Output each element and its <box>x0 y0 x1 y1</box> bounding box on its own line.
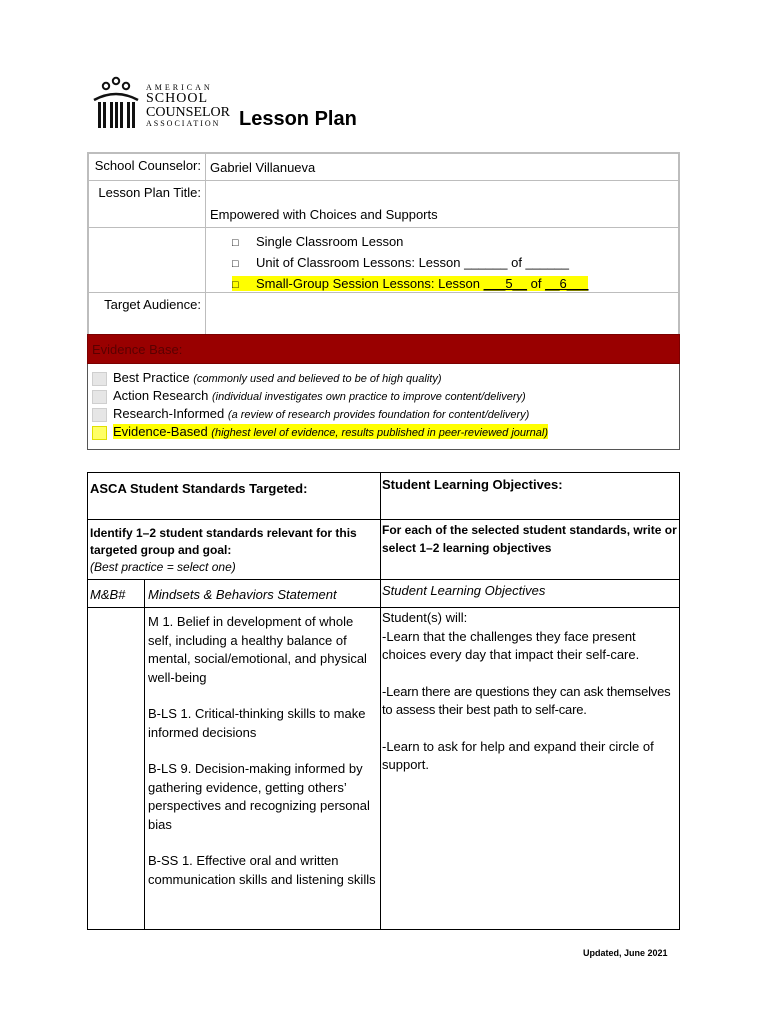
objectives-instructions: For each of the selected student standards, write or select 1–2 learning objectives <box>382 523 677 555</box>
lesson-total: __6___ <box>545 276 589 291</box>
checkbox-icon[interactable] <box>92 408 107 422</box>
mb-statements <box>148 613 378 889</box>
evidence-evidence-based[interactable]: Evidence-Based (highest level of evidence, results published in peer-reviewed journal) <box>88 424 679 442</box>
evidence-action-research[interactable]: Action Research (individual investigates own practice to improve content/delivery) <box>88 388 679 406</box>
audience-row <box>89 293 678 337</box>
objectives-intro: Student(s) will: <box>382 610 468 625</box>
objectives-header: Student Learning Objectives: <box>382 477 563 492</box>
statement-item: M 1. Belief in development of whole self, including a healthy balance of mental, social/emotional, and physical well-being <box>148 614 367 685</box>
footer-updated: Updated, June 2021 <box>583 948 668 958</box>
plan-title-row <box>89 181 678 228</box>
option-small-group[interactable]: □ Small-Group Session Lessons: Lesson ___5__ of __6___ <box>232 274 678 295</box>
col-mb-number: M&B# <box>90 587 126 602</box>
statement-item: B-LS 9. Decision-making informed by gathering evidence, getting others’ perspectives and recognizing personal bias <box>148 761 370 832</box>
counselor-row <box>89 154 678 181</box>
objective-item: -Learn to ask for help and expand their circle of support. <box>382 738 654 772</box>
statement-item: B-LS 1. Critical-thinking skills to make informed decisions <box>148 706 366 740</box>
checkbox-icon: □ <box>232 237 239 249</box>
checkbox-icon[interactable] <box>92 372 107 386</box>
option-unit-lessons[interactable]: □ Unit of Classroom Lessons: Lesson ______ of ______ <box>232 253 678 274</box>
audience-value <box>206 293 678 337</box>
counselor-value: Gabriel Villanueva <box>210 160 316 175</box>
plan-title-value: Empowered with Choices and Supports <box>210 207 438 222</box>
option-single-lesson[interactable]: □ Single Classroom Lesson <box>232 232 678 253</box>
col-mb-statement: Mindsets & Behaviors Statement <box>148 587 337 602</box>
objectives-list <box>382 609 679 775</box>
evidence-base-header: Evidence Base: <box>87 334 680 364</box>
standards-table <box>87 472 680 930</box>
objective-item: -Learn that the challenges they face present choices every day that impact their self-care. <box>382 628 640 662</box>
evidence-research-informed[interactable]: Research-Informed (a review of research provides foundation for content/delivery) <box>88 406 679 424</box>
statement-item: B-SS 1. Effective oral and written communication skills and listening skills <box>148 853 376 887</box>
evidence-base-list <box>87 364 680 450</box>
col-objectives: Student Learning Objectives <box>382 583 546 598</box>
lesson-number: ___5__ <box>483 276 528 291</box>
lesson-type-row <box>89 228 678 293</box>
counselor-label: School Counselor: <box>89 154 206 180</box>
standards-instructions: Identify 1–2 student standards relevant for this targeted group and goal: (Best practice = select one) <box>90 526 357 574</box>
lesson-info-table <box>87 152 680 339</box>
checkbox-icon: □ <box>232 279 239 291</box>
evidence-best-practice[interactable]: Best Practice (commonly used and believed to be of high quality) <box>88 370 679 388</box>
lesson-type-label <box>89 228 206 292</box>
objective-item: -Learn there are questions they can ask themselves to assess their best path to self-care. <box>382 683 671 717</box>
checkbox-icon[interactable] <box>92 390 107 404</box>
page-title: Lesson Plan <box>239 108 357 130</box>
checkbox-icon[interactable] <box>92 426 107 440</box>
lesson-type-options <box>206 228 678 292</box>
checkbox-icon: □ <box>232 258 239 270</box>
standards-header: ASCA Student Standards Targeted: <box>90 481 308 496</box>
logo-wordmark: AMERICAN SCHOOL COUNSELOR ASSOCIATION <box>146 83 231 128</box>
audience-label: Target Audience: <box>89 293 206 337</box>
plan-title-label: Lesson Plan Title: <box>89 181 206 227</box>
